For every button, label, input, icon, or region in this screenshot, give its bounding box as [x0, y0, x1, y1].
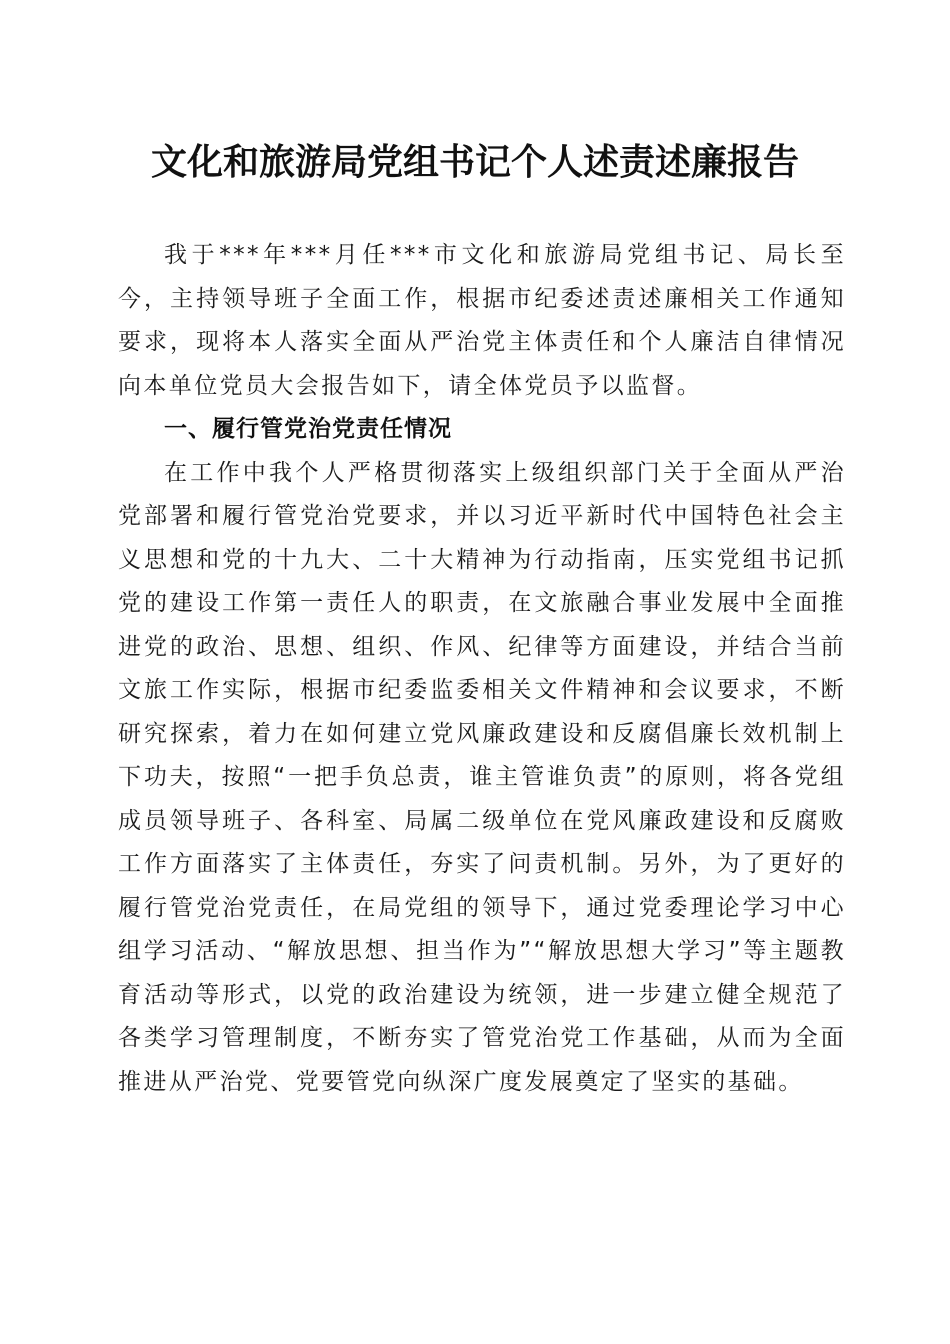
document-title: 文化和旅游局党组书记个人述责述廉报告: [150, 141, 799, 183]
intro-paragraph: 我于***年***月任***市文化和旅游局党组书记、局长至今，主持领导班子全面工作，根据市纪委述责述廉相关工作通知要求，现将本人落实全面从严治党主体责任和个人廉洁自律情况向本单位党员大会报告如下，请全体党员予以监督。: [118, 242, 846, 399]
section-heading: 一、履行管党治党责任情况: [164, 416, 452, 442]
section-paragraph: 在工作中我个人严格贯彻落实上级组织部门关于全面从严治党部署和履行管党治党要求，并以习近平新时代中国特色社会主义思想和党的十九大、二十大精神为行动指南，压实党组书记抓党的建设工作第一责任人的职责，在文旅融合事业发展中全面推进党的政治、思想、组织、作风、纪律等方面建设，并结合当前文旅工作实际，根据市纪委监委相关文件精神和会议要求，不断研究探索，着力在如何建立党风廉政建设和反腐倡廉长效机制上下功夫，按照“一把手负总责，谁主管谁负责”的原则，将各党组成员领导班子、各科室、局属二级单位在党风廉政建设和反腐败工作方面落实了主体责任，夯实了问责机制。另外，为了更好的履行管党治党责任，在局党组的领导下，通过党委理论学习中心组学习活动、“解放思想、担当作为”“解放思想大学习”等主题教育活动等形式，以党的政治建设为统领，进一步建立健全规范了各类学习管理制度，不断夯实了管党治党工作基础，从而为全面推进从严治党、党要管党向纵深广度发展奠定了坚实的基础。: [118, 459, 846, 1095]
document-body: [118, 234, 846, 1104]
